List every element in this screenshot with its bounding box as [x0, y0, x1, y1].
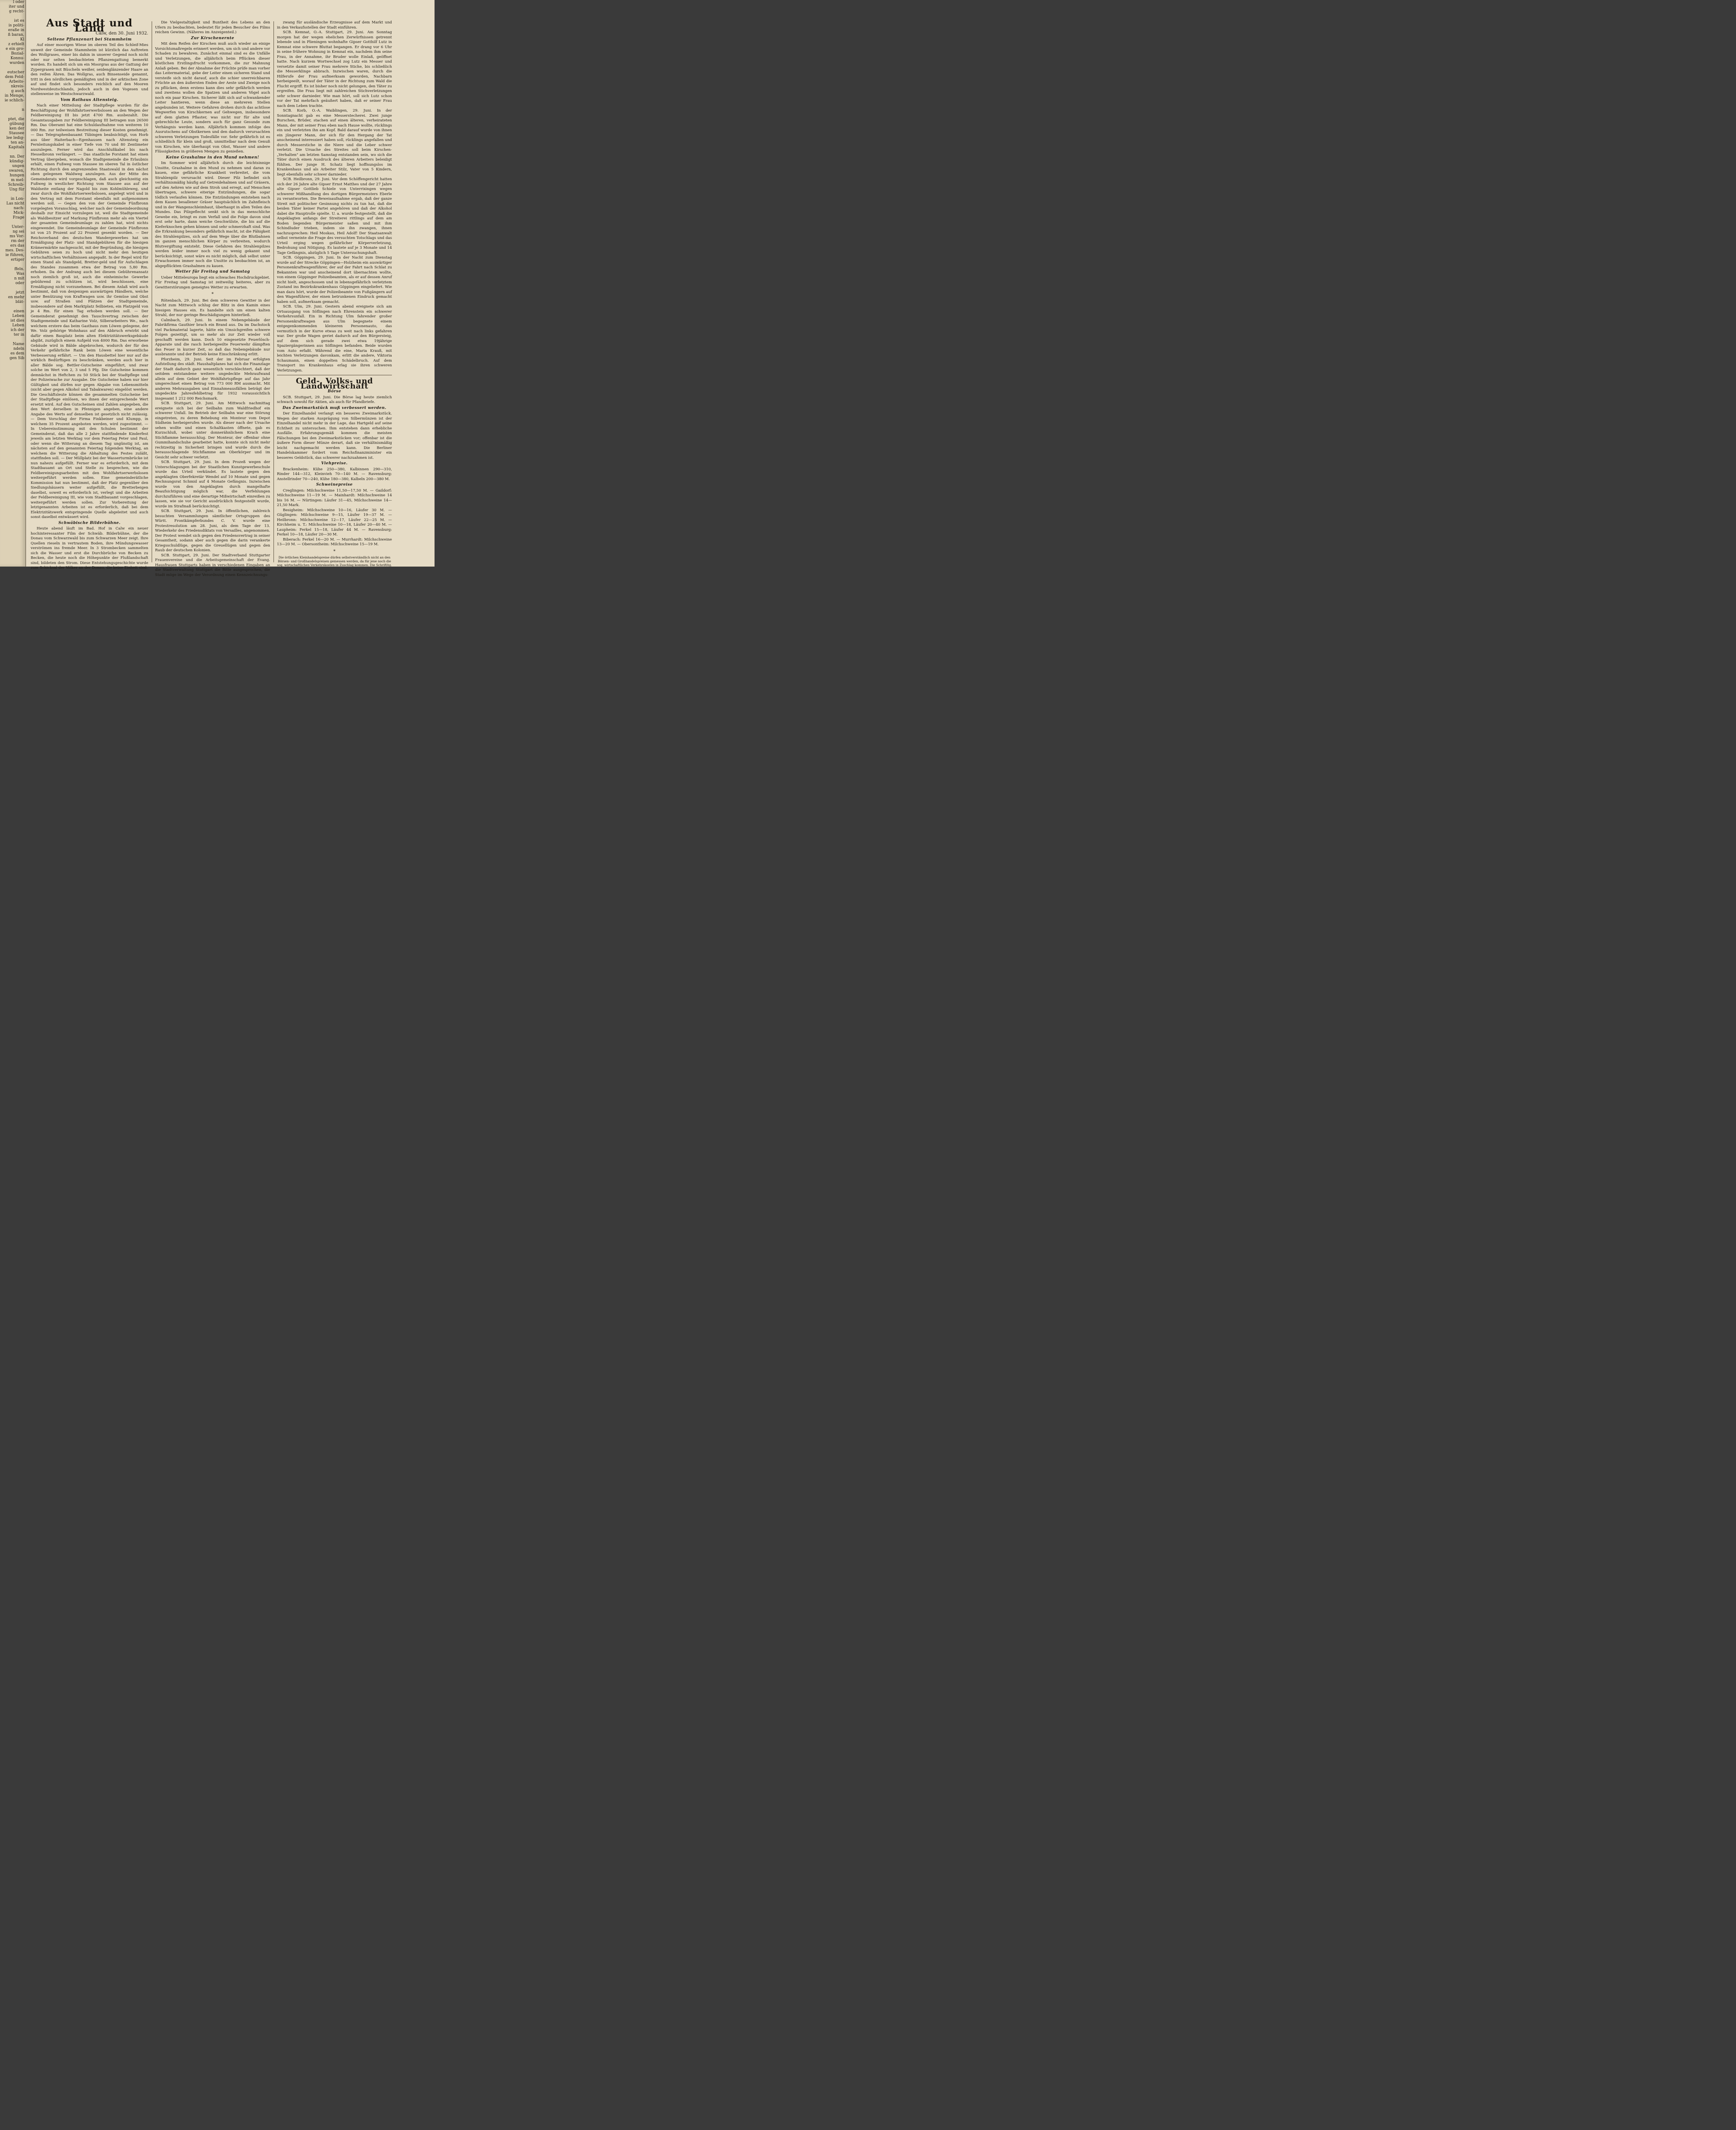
previous-page-fragment	[0, 103, 26, 108]
previous-page-fragment: g recht-	[9, 9, 24, 14]
previous-page-fragment: ng sei	[12, 230, 24, 234]
previous-page-fragment: oder	[15, 281, 24, 285]
previous-page-fragment: z erhielt	[8, 42, 24, 46]
previous-page-fragment: ie schlich-	[4, 98, 24, 103]
article-korb: SCB. Korb, O.-A. Waiblingen, 29. Juni. In der Sonntagnacht gab es eine Messerstecherei. Zwei junge Burschen, Brüder, stachen auf einen älteren, verheirateten Mann, der mit seiner Frau eben nach Hause wollte, rücklings ein und verletzten ihn am Kopf. Bald darauf wurde von ihnen ein jüngerer Mann, der sich für den Hergang der Tat anscheinend interessiert haben soll, rücklings angefallen und durch Messerstiche in die Niere und die Leber schwer verletzt. Die Ursache des Streites soll beim Kirschen-„Verhalten" am letzten Samstag entstanden sein, wo sich die Täter durch einen Ausdruck des älteren Arbeiters beleidigt fühlten. Der junge H. Schatz liegt hoffnungslos im Krankenhaus und als Arbeiter Stilz, Vater von 5 Kindern, liegt ebenfalls sehr schwer darnieder.	[277, 109, 392, 177]
previous-page-fragment: gen Sib	[9, 356, 24, 360]
list-schweinepreise-3: Biberach: Ferkel 16—20 M. — Murrhardt: Milchschweine 13—20 M. — Obersontheim: Milchschweine 15—19 M.	[277, 537, 392, 547]
previous-page-fragment: Kapitals	[8, 145, 24, 150]
article-bilderbuehne: Heute abend läuft im Bad. Hof in Calw ein neuer hochinteressanter Film der Schwäb. Bilderbühne, der die Donau vom Schwarzwald bis zum Schwarzen Meer zeigt. Ihre Quellen rieseln in vertrautem Boden, ihre Mündungswasser verströmen ins fremde Meer. In 3 Strombecken sammelten sich die Wasser und erst die Durchbrüche von Becken zu Becken, die heute noch die Höhepunkte der Flußlandschaft sind, bildeten den Strom. Diese Entstehungsgeschichte wurde zum Schicksal der Völker an der Donau, die keine Einheit sind.	[31, 527, 148, 570]
previous-page-fragment: e ein gro-	[6, 47, 24, 51]
previous-page-fragment	[0, 66, 26, 70]
article-kirschenernte: Mit dem Reifen der Kirschen muß auch wieder an einige Vorsichtsmaßregeln erinnert werden, um sich und andere vor Schaden zu bewahren. Zunächst einmal sind es die Unfälle und Verletzungen, die alljährlich beim Pflücken dieser köstlichen Erstlingsfrucht vorkommen, die zur Mahnung Anlaß geben. Bei der Abnahme der Früchte prüfe man vorher das Leitermaterial, gebe der Leiter einen sicheren Stand und versteife sich nicht darauf, auch die schier unerreichbaren Früchte an den äußersten Enden der Aeste und Zweige noch zu pflücken, denn erstens kann dies sehr gefährlich werden und zweitens wollen die Spatzen und anderen Vögel auch noch ein paar Kirschen. Sicherer läßt sich auf schwankender Leiter hantieren, wenn diese an mehreren Stellen angebunden ist. Weitere Gefahren drohen durch das achtlose Wegwerfen von Kirschkernen auf Gehwegen, insbesondere auf dem glatten Pflaster, was nicht nur für alte und gebrechliche Leute, sondern auch für ganz Gesunde zum Verhängnis werden kann. Alljährlich kommen infolge des Ausrutschens auf Obstkernen und den dadurch verursachten schweren Verletzungen Todesfälle vor. Sehr gefährlich ist es schließlich für klein und groß, unmittelbar nach dem Genuß von Kirschen, wie überhaupt von Obst, Wasser und andere Flüssigkeiten in größeren Mengen zu genießen.	[155, 42, 270, 154]
previous-page-fragment: ms Vor-	[9, 234, 24, 239]
previous-page-fragment: ptet, die	[8, 117, 24, 121]
article-boerse: SCB. Stuttgart, 29. Juni. Die Börse lag heute ziemlich schwach sowohl für Aktien, als auch für Pfandbriefe.	[277, 395, 392, 404]
newspaper-page	[0, 0, 435, 577]
previous-page-fragment: hungen	[9, 173, 24, 178]
previous-page-fragment: ß baran,	[8, 33, 24, 37]
previous-page-fragment: nkreis-	[11, 84, 24, 89]
previous-page-fragment: eutscher	[7, 70, 24, 75]
previous-page-fragment	[0, 305, 26, 309]
previous-page-fragment: gübung	[9, 122, 24, 126]
article-stuttgart-seilbahn: SCB. Stuttgart, 29. Juni. Am Mittwoch nachmittag ereignete sich bei der Seilbahn zum Waldfriedhof ein schwerer Unfall. Im Betrieb der Seilbahn war eine Störung eingetreten, zu deren Behebung ein Monteur vom Depot Südheim herbeigerufen wurde. Als dieser nach der Ursache sehen wollte und einen Schaltkasten öffnete, gab es Kurzschluß, wobei unter donnerähnlichem Krach eine Stichflamme herausschlug. Der Monteur, der offenbar ohne Gummihandschuhe gearbeitet hatte, konnte sich nicht mehr rechtzeitig in Sicherheit bringen und wurde durch die herausschlagende Stichflamme am Oberkörper und im Gesicht sehr schwer verletzt.	[155, 401, 270, 460]
previous-page-fragment: ffeln.	[14, 267, 24, 271]
previous-page-fragment: dem Feld-	[5, 75, 24, 79]
article-stuttgart-prozess: SCB. Stuttgart, 29. Juni. In dem Prozeß wegen der Unterschlagungen bei der Staatlichen Kunstgewerbeschule wurde das Urteil verkündet. Es lautete gegen den angeklagten Oberfekretär Wendel auf 10 Monate und gegen Rechnungsrat Schmid auf 4 Monate Gefängnis. Inzwischen wurde von den Angeklagten durch mangelhafte Beaufsichtigung möglich war, die Verfehlungen durchzuführen und eine derartige Mißwirtschaft einreißen zu lassen, wie sie vor Gericht ausdrücklich festgestellt wurde, wurde im Strafmaß berücksichtigt.	[155, 460, 270, 509]
list-schweinepreise-2: Besigheim: Milchschweine 10—16, Läufer 30 M. — Güglingen: Milchschweine 9—15, Läufer 19—37 M. — Heilbronn: Milchschweine 12—17, Läufer 22—25 M. — Kirchheim u. T.: Milchschweine 10—18, Läufer 20—40 M. — Laupheim: Ferkel 15—18, Läufer 44 M. — Ravensburg: Ferkel 10—18, Läufer 20—30 M.	[277, 508, 392, 537]
section-heading-aus-stadt-und-land: Aus Stadt und Land	[46, 17, 133, 34]
previous-page-fragment: m mel-	[11, 178, 24, 182]
previous-page-fragment: ers das	[10, 244, 24, 248]
previous-page-fragment	[0, 337, 26, 342]
previous-page-fragment: lee ledig-	[6, 136, 24, 140]
article-calmbach: Calmbach, 29. Juni. In einem Nebengebäude der Fabrikfirma Gauthier brach ein Brand aus. Da im Dachstock viel Packmaterial lagerte, hätte ein Umsichgreifen schwere Folgen gezeitigt, um so mehr als zur Zeit wieder voll geschafft werden kann. Doch 10 eingesetzte Feuerlösch-Apparate und die rasch herbeigeeilte Feuerwehr dämpften das Feuer in kurzer Zeit, so daß das Nebengebäude nur ausbrannte und der Betrieb keine Einschränkung erlitt.	[155, 318, 270, 357]
article-goeppingen: SCB. Göppingen, 29. Juni. In der Nacht zum Dienstag wurde auf der Strecke Göppingen—Holzheim ein auswärtiger Personenkraftwagenführer, der auf der Fahrt nach Schlat zu Bekannten war und anscheinend dort übernachten wollte, von einem Göppinger Polizeibeamten, als er auf dessen Anruf nicht hielt, angeschossen und in lebensgefährlich verletztem Zustand ins Bezirkskrankenhaus Göppingen eingeliefert. Wie man dazu hört, wurde der Polizeibeamte von Fußgängern auf den Wagenführer, der einen betrunkenen Eindruck gemacht haben soll, aufmerksam gemacht.	[277, 256, 392, 304]
previous-page-fragment: ungen	[12, 164, 24, 168]
article-grashalme: Im Sommer wird alljährlich durch die leichtsinnige Unsitte, Grashalme in den Mund zu nehmen und daran zu kauen, eine gefährliche Krankheit verbreitet, die vom Strahlenpilz verursacht wird. Dieser Pilz befindet sich verhältnismäßig häufig auf Getreidehalmen und auf Gräsern, auf den Aehren wie auf dem Stroh und erregt, auf Menschen übertragen, schwere eiterige Entzündungen, die sogar tödlich verlaufen können. Die Entzündungen entstehen nach dem Kauen besallener Gräser hauptsächlich im Zahnfleisch und in der Wangenschleimhaut, überhaupt in allen Teilen des Mundes. Das Pilzgeflecht senkt sich in das menschliche Gewebe ein, bringt es zum Verfall und die Folge davon sind erst sehr harte, dann weiche Geschwülste, die bis auf die Kieferknochen gehen können und sehr schmerzhaft sind. Was die Erkrankung besonders gefährlich macht, ist die Fähigkeit des Strahlenpilzes, sich auf dem Wege über die Blutbahnen im ganzen menschlichen Körper zu verbreiten, wodurch Blutvergiftung entsteht. Diese Gefahren des Strahlenpilzes werden leider immer noch viel zu wenig gekannt und berücksichtigt, sonst wäre es nicht möglich, daß selbst unter Erwachsenen immer noch die Unsitte zu beobachten ist, an abgepflückten Grashalmen zu kauen.	[155, 161, 270, 268]
separator-star: *	[333, 549, 336, 554]
previous-page-fragment: ndeln	[13, 347, 24, 351]
previous-page-fragment: ist dies	[10, 319, 24, 323]
previous-page-fragment	[0, 220, 26, 225]
previous-page-fragment: nach-	[13, 206, 24, 210]
previous-page-fragment: nn. Der	[9, 155, 24, 159]
headline-schweinepreise: Schweinepreise	[316, 483, 353, 487]
article-stuttgart-frontkaempfer: SCB. Stuttgart, 29. Juni. In öffentlichen, zahlreich besuchten Versammlungen sämtlicher Ortsgruppen des Württ. Frontkämpferbundes C. V. wurde eine Protestresolution am 28. Juni, als dem Tage der 13. Wiederkehr des Friedensdiktats von Versailles, angenommen. Der Protest wendet sich gegen den Friedensvertrag in seiner Gesamtheit, sodann aber auch gegen die darin verankerte Kriegsschuldlüge, gegen die Greuellügen und gegen den Raub der deutschen Kolonien.	[155, 509, 270, 553]
column-rule	[273, 21, 274, 562]
previous-page-fragment: Mick-	[13, 211, 24, 215]
previous-page-fragment: ken der	[9, 127, 24, 131]
previous-page-strip	[0, 0, 26, 567]
headline-bilderbuehne: Schwäbische Bilderbühne.	[58, 521, 121, 525]
previous-page-fragment: kündig-	[9, 159, 24, 164]
previous-page-fragment: ten an-	[11, 141, 24, 145]
article-pflanzenart: Auf einer moorigen Wiese im oberen Teil des Schleif-Mies unweit der Gemeinde Stammheim ist kürzlich das Auftreten des Wollgrases, einer bis dahin in unserer Gegend noch nicht oder nur selten beobachteten Pflanzengattung bemerkt worden. Es handelt sich um ein Moorgras aus der Gattung der Zypergrasen mit Büscheln weißer, seidenglänzender Haare an den reifen Ähren. Das Wollgras, auch Binsenseide genannt, tritt in den nördlichen gemäßigten und in der arktischen Zone auf und findet sich besonders reichlich auf den Mooren Nordwestdeutschlands, jedoch auch in den Vogesen und stellenweise im Westschwarzwald.	[31, 43, 148, 96]
previous-page-fragment: wurden	[9, 61, 24, 65]
previous-page-fragment: Kl	[20, 37, 24, 42]
headline-viehpreise: Viehpreise.	[321, 461, 348, 466]
column-middle	[155, 20, 270, 577]
previous-page-fragment: mes. Des-	[5, 248, 24, 253]
separator-star: *	[211, 292, 214, 296]
article-zweimarkstueck: Der Einzelhandel verlangt ein besseres Zweimarkstück. Wegen der starken Ausprägung von Silbermünzen ist der Einzelhandel nicht mehr in der Lage, das Hartgeld auf seine Echtheit zu untersuchen. Ihm entstehen dann erhebliche Ausfälle. Erfahrungsgemäß kommen die meisten Fälschungen bei den Zweimarkstücken vor; offenbar ist die äußere Form dieser Münze derart, daß sie verhältnismäßig leicht nachgemacht werden kann. Die Berliner Handelskammer fordert vom Reichsfinanzminister ein besseres Geldstück, das schwerer nachzuahmen ist.	[277, 412, 392, 460]
article-heilbronn: SCB. Heilbronn, 29. Juni. Vor dem Schöffengericht hatten sich der 26 Jahre alte Gipser Ernst Matthes und der 27 Jahre alte Gipser Gottlieb Schiele von Unterrixingen wegen schwerer Mißhandlung des dortigen Bürgermeisters Eberle zu verantworten. Die Beweisaufnahme ergab, daß der ganze Streit mit politischer Gesinnung nichts zu tun hat, daß die beiden Täter keiner Partei angehören und daß der Alkohol dabei die Hauptrolle spielte. U. a. wurde festgestellt, daß die Angeklagten anfangs der Streiterei rittlings auf dem am Boden liegenden Bürgermeister saßen und mit ihm Schindluder trieben, indem sie ihn zwangen, ihnen nachzusprechen: Heil Moskau, Heil Adolf! Der Staatsanwalt selbst verneinte die Frage des versuchten Totschlags und das Urteil erging wegen gefährlicher Körperverletzung, Bedrohung und Nötigung. Es lautete auf je 3 Monate und 14 Tage Gefängnis, abzüglich 5 Tage Untersuchungshaft.	[277, 177, 392, 255]
previous-page-fragment: Was	[16, 272, 24, 276]
previous-page-fragment: g auch	[11, 89, 24, 93]
previous-page-fragment: rm der	[11, 239, 24, 243]
previous-page-fragment: Leben	[12, 314, 24, 318]
headline-kirschenernte: Zur Kirschenernte	[191, 36, 234, 40]
previous-page-fragment: Ung für	[9, 187, 24, 192]
headline-pflanzenart: Seltene Pflanzenart bei Stammheim	[47, 37, 132, 42]
previous-page-fragment: in Menge,	[5, 94, 24, 98]
previous-page-fragment: Las nicht	[6, 201, 24, 206]
previous-page-fragment: es dem	[10, 351, 24, 356]
previous-page-fragment: n	[22, 108, 24, 112]
headline-rathaus-altensteig: Vom Rathaus Altensteig.	[60, 98, 118, 102]
article-frauenvereine-cont: zwang für ausländische Erzeugnisse auf dem Markt und in den Verkaufsstellen der Stadt einführen.	[277, 20, 392, 30]
list-schweinepreise-1: Creglingen: Milchschweine 11,50—17,50 M. — Gaildorf: Milchschweine 11—19 M. — Mainhardt: Milchschweine 14 bis 16 M. — Nürtingen: Läufer 31—45, Milchschweine 14—21,50 Mark.	[277, 488, 392, 507]
previous-page-fragment: Unter-	[12, 225, 24, 229]
article-kemnat: SCB. Kemnat, O.-A. Stuttgart, 29. Juni. Am Sonntag morgen hat der wegen ehelichen Zerwürfnissen getrennt lebende und in Plieningen wohnhafte Gipser Gotthilf Lutz in Kemnat eine schwere Bluttat begangen. Er drang vor 6 Uhr in seine frühere Wohnung in Kemnat ein, nachdem ihm seine Frau, in der Annahme, ihr Bruder wolle Einlaß, geöffnet hatte. Nach kurzem Wortwechsel zog Lutz ein Messer und versetzte damit seiner Frau mehrere Stiche, bis schließlich die Messerklinge abbrach. Inzwischen waren, durch die Hilferufe der Frau aufmerksam geworden, Nachbarn herbeigeeilt, worauf der Täter in der Richtung zum Wald die Flucht ergriff. Es ist bisher noch nicht gelungen, den Täter zu ergreifen. Die Frau liegt mit zahlreichen Stichverletzungen sehr schwer darnieder. Wie man hört, soll sich Lutz schon vor der Tat mehrfach geäußert haben, daß er seiner Frau nach dem Leben trachte.	[277, 30, 392, 108]
headline-wetter: Wetter für Freitag und Samstag	[175, 270, 250, 274]
article-rathaus-altensteig: Nach einer Mitteilung der Stadtpflege wurden für die Beschäftigung der Wohlfahrtserwerbslosen an den Wegen der Feldbereinigung III bis jetzt 4700 Rm. ausbezahlt. Die Gesamtausgaben zur Feldbereinigung III betragen nun 26500 Rm. Das Oberamt hat eine Schuldaufnahme von weiteren 10 000 Rm. zur teilweisen Bestreitung dieser Kosten genehmigt. — Das Telegraphenbauamt Tübingen beabsichtigt, von Horb aus über Haiterbach—Egenhausen nach Altensteig ein Fernleitungskabel in einer Tiefe von 70 und 80 Zentimeter auszulegen. Ferner wird das Anschlußkabel bis nach Hesselbronn verlängert. — Das staatliche Forstamt hat einen Vertrag übergeben, wonach die Stadtgemeinde die Erlaubnis erhält, einen Fußweg vom Stausee im oberen Tal in östlicher Richtung durch den angrenzenden Staatswald in den nächst oben gelegenen Waldweg anzulegen. Aus der Mitte des Gemeinderats wird vorgeschlagen, daß auch gleichzeitig ein Fußweg in westlicher Richtung vom Stausee aus auf der Waldseite entlang der Nagold bis zum Kohlmühleweg, und zwar durch die Wohlfahrtserwerbslosen, angelegt wird und in den Vertrag mit dem Forstamt ebenfalls mit aufgenommen werden soll. — Gegen den von der Gemeinde Fünfbronn vorgelegten Voranschlag, welcher nach der Gemeindeordnung deshalb zur Einsicht vorzulegen ist, weil die Stadtgemeinde als Waldbesitzer auf Markung Fünfbronn mehr als ein Viertel der gesamten Gemeindeumlage zu zahlen hat, wird nichts eingewendet. Die Gemeindeumlage der Gemeinde Fünfbronn ist von 25 Prozent auf 22 Prozent gesenkt worden. — Der Reichsverband des deutschen Wandergewerbes hat um Ermäßigung der Platz- und Standgebühren für die hiesigen Krämermärkte nachgesucht, mit der Begründung, die hiesigen Gebühren seien zu hoch und nicht mehr den heutigen wirtschaftlichen Verhältnissen angepaßt. In der Regel wird für einen Stand als Standgeld, Bretter-geld und für Aufschlagen des Standes zusammen etwa der Betrag von 5,80 Rm. erhoben. Da der Andrang auch bei diesem Gebührenansatz noch ziemlich groß ist, auch die einheimische Gewerbe gebührend zu schützen ist, wird beschlossen, eine Ermäßigung nicht vorzunehmen. Bei diesem Anlaß wird auch bestimmt, daß von denjenigen auswärtigen Händlern, welche unter Benützung von Kraftwagen usw. ihr Gemüse und Obst usw. auf Straßen und Plätzen der Stadtgemeinde, insbesondere auf dem Marktplatz feilbieten, ein Platzgeld von je 4 Rm. für einen Tag erhoben werden soll. — Der Gemeinderat genehmigt den Tauschvertrag zwischen der Stadtgemeinde und Katharine Volz, Silberarbeiters We., nach welchem erstere das beim Gasthaus zum Löwen gelegene, der We. Volz gehörige Wohnhaus auf den Abbruch erwirbt und dafür einen Bauplatz beim alten Elektrizitätswerksgebäude abgibt, zuzüglich einem Aufgeld von 4000 Rm. Das erworbene Gebäude wird in Bälde abgebrochen, wodurch der für den Verkehr gefährliche Rank beim Löwen eine wesentliche Verbesserung erfährt. — Um den Hausbettel hier nur auf die wirklich Bedürftigen zu beschränken, werden auch hier in aller Bälde sog. Bettler-Gutscheine eingeführt, und zwar solche im Wert von 2, 3 und 5 Pfg. Die Gutscheine kommen demnächst in Heftchen zu 50 Stück bei der Stadtpflege und der Polizeiwache zur Ausgabe. Die Gutscheine haben nur hier Gültigkeit und dürfen nur gegen Abgabe von Lebensmitteln (nicht aber gegen Alkohol und Tabakwaren) eingelöst werden. Die Geschäftsleute können die gesammelten Gutscheine bei der Stadtpflege einlösen, wo ihnen der entsprechende Wert ersetzt wird. Auf den Gutscheinen sind Zahlen angegeben, die den Wert derselben in Pfennigen angeben, eine andere Angabe des Werts auf denselben ist gesetzlich nicht zulässig. — Dem Vorschlag der Firma Finkbeiner und Klumpp, in welchem 35 Prozent angeboten werden, wird zugestimmt. — In Uebereinstimmung mit den Schulen bestimmt der Gemeinderat, daß das alle 2 Jahre stattfindende Kinderfest jeweils am letzten Werktag vor dem Feiertag Peter und Paul, oder wenn die Witterung an diesem Tag ungünstig ist, am nächsten auf den genannten Feiertag folgenden Werktag, an welchem die Witterung die Abhaltung des Festes zuläßt, stattfinden soll. — Der Müllplatz bei der Wasserturmbrücke ist nun nahezu aufgefüllt. Ferner war es erforderlich, mit dem Stadtbauamt an Ort und Stelle zu besprechen, wie die Feldbereinigungsarbeiten mit den Wohlfahrtserwerbslosen weitergeführt werden sollen. Eine gemeinderätliche Kommission hat nun bestimmt, daß der Platz gegenüber den Siedlungshäusern weiter aufgefüllt, die Bretterbeigen daselbst, soweit es erforderlich ist, verlegt und die Arbeiten der Feldbereinigung III, wie vom Stadtbauamt vorgeschlagen, weitergeführt werden sollen. Zur Vorbereitung der letztgenannten Arbeiten ist es erforderlich, daß bei dem Elektrizitätswerk entspringende Quelle abgeleitet und auch sonst daselbst entwässert wird.	[31, 104, 148, 519]
previous-page-fragment: blät-	[15, 300, 24, 304]
previous-page-fragment: is politi-	[9, 23, 24, 28]
previous-page-fragment: en mehr	[8, 295, 24, 299]
article-bilderbuehne-cont: Die Vielgestaltigkeit und Buntheit des Lebens an den Ufern zu beobachten, bedeutet für jeden Besucher des Films reichen Gewinn. (Näheres im Anzeigenteil.)	[155, 20, 270, 35]
headline-zweimarkstueck: Das Zweimarkstück muß verbessert werden.	[282, 406, 386, 410]
article-ulm: SCB. Ulm, 29. Juni. Gestern abend ereignete sich am Ortsausgang von Söflingen nach Ehrenstein ein schwerer Verkehrsunfall. Ein in Richtung Ulm fahrender großer Personenkraftwagen aus Ulm begegnete einem entgegenkommenden kleineren Personenauto, das vermutlich in der Kurve etwas zu weit nach links gefahren war. Der große Wagen geriet dadurch auf den Bürgersteig, auf dem sich gerade zwei etwa 19jährige Spaziergängerinnen aus Söflingen befanden. Beide wurden vom Auto erfaßt. Während die eine, Maria Krauß, mit leichten Verletzungen davonkam, erlitt die andere, Viktoria Schaumann, einen doppelten Schädelbruch. Auf dem Transport ins Krankenhaus erlag sie ihren schweren Verletzungen.	[277, 305, 392, 373]
previous-page-fragment: n mit	[14, 276, 24, 281]
previous-page-fragment: Frage	[13, 216, 24, 220]
section-heading-geld-volks-landwirtschaft: Geld-, Volks- und Landwirtschaft	[296, 377, 373, 391]
article-pforzheim: Pforzheim, 29. Juni. Seit der im Februar erfolgten Aufstellung des städt. Haushaltplanes hat sich die Finanzlage der Stadt dadurch ganz wesentlich verschlechtert, daß der seitdem entstandene weitere ungedeckte Mehraufwand allein auf dem Gebiet der Wohlfahrtspflege auf das Jahr umgerechnet einen Betrag von 773 000 RM ausmacht. Mit anderen Mehrausgaben und Einnahmeausfällen beträgt der ungedeckte Jahresfehlbetrag für 1932 voraussichtlich insgesamt 1 212 000 Reichsmark.	[155, 357, 270, 401]
previous-page-fragment	[0, 286, 26, 291]
previous-page-fragment: Name	[12, 342, 24, 346]
previous-page-fragment: Schreib-	[8, 183, 24, 187]
list-viehpreise: Brackenheim: Kühe 250—380, Kalbinnen 290—310, Rinder 144—312, Kleinvieh 70—140 M. — Ravensburg: Anstellrinder 70—240, Kühe 180—380, Kalbeln 200—380 M.	[277, 467, 392, 481]
previous-page-fragment: iter und	[9, 5, 24, 9]
article-wetter: Ueber Mitteleuropa liegt ein schwaches Hochdruckgebiet. Für Freitag und Samstag ist zeitweilig heiteres, aber zu Gewitterstörungen geneigtes Wetter zu erwarten.	[155, 275, 270, 290]
dateline: Calw, den 30. Juni 1932.	[95, 31, 148, 36]
subheading-boerse: Börse	[328, 389, 341, 394]
previous-page-fragment: in Lon-	[11, 197, 24, 201]
column-right	[277, 20, 392, 567]
previous-page-fragment: ter in	[14, 333, 24, 337]
article-stuttgart-frauenvereine: SCB. Stuttgart, 29. Juni. Der Stadtverband Stuttgarter Frauenvereine und die Arbeitsgemeinschaft der Evang. Hausfrauen Stuttgarts haben in verschiedenen Eingaben an die Stadtverwaltung Stuttgart die Bitte ausgesprochen, die Stadt möge im Wege der Verordnung einen Kennzeichnungs-	[155, 553, 270, 577]
previous-page-fragment	[0, 262, 26, 267]
previous-page-fragment: Bozial-	[11, 52, 24, 56]
previous-page-fragment: ie führen,	[5, 253, 24, 257]
previous-page-fragment	[0, 14, 26, 19]
previous-page-fragment: swaren,	[9, 169, 24, 173]
previous-page-fragment: einen	[13, 309, 24, 314]
previous-page-fragment: Leben	[12, 323, 24, 328]
previous-page-fragment: ertiger	[11, 258, 24, 262]
previous-page-fragment: ist es	[14, 19, 24, 23]
previous-page-fragment: Konnu-	[10, 56, 24, 60]
previous-page-fragment: Stausee	[9, 131, 24, 135]
previous-page-fragment	[0, 112, 26, 117]
previous-page-fragment: l oder	[13, 0, 24, 4]
article-roetenbach: Rötenbach, 29. Juni. Bei dem schweren Gewitter in der Nacht zum Mittwoch schlug der Blitz in den Kamin eines hiesigen Hauses ein. Es handelte sich um einen kalten Strahl, der nur geringe Beschädigungen hinterließ.	[155, 298, 270, 317]
previous-page-fragment	[0, 192, 26, 197]
previous-page-fragment: Arbeits-	[9, 80, 24, 84]
previous-page-fragment: eraße in	[8, 28, 24, 32]
headline-grashalme: Keine Grashalme in den Mund nehmen!	[166, 155, 259, 160]
previous-page-fragment: jetzt	[15, 291, 24, 295]
previous-page-fragment	[0, 150, 26, 155]
editorial-note: Die örtlichen Kleinhandelspreise dürfen selbstverständlich nicht an den Börsen- und Großhandelspreisen gemessen werden, da für jene noch die sog. wirtschaftlichen Verkehrskosten in Zuschlag kommen. Die Schriftltg.	[277, 556, 392, 567]
column-aus-stadt-und-land	[31, 17, 148, 570]
previous-page-fragment: ich der	[11, 328, 24, 332]
